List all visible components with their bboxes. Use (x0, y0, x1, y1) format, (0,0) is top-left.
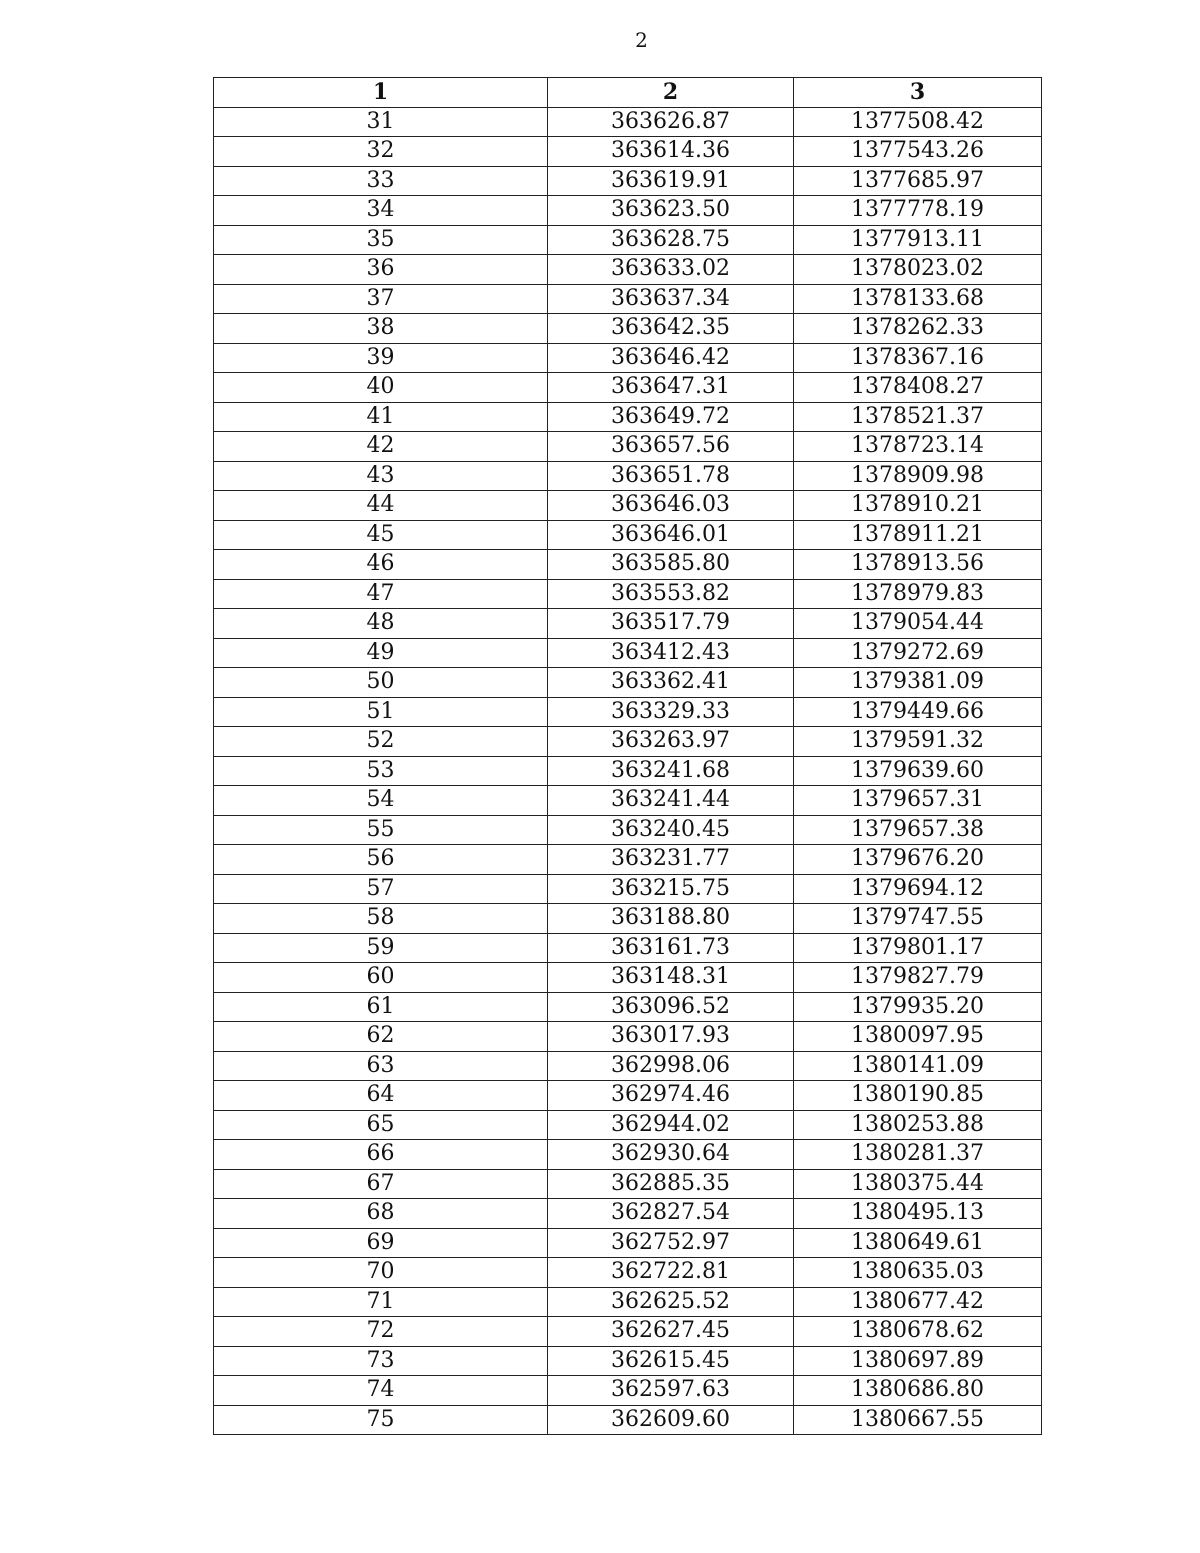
table-row (214, 668, 1042, 698)
coordinate-x-cell: 363585.80 (548, 550, 794, 580)
point-number-cell: 67 (214, 1169, 548, 1199)
point-number-cell: 51 (214, 697, 548, 727)
table-row (214, 697, 1042, 727)
table-row (214, 963, 1042, 993)
table-row (214, 373, 1042, 403)
table-row (214, 1140, 1042, 1170)
coordinates-table (213, 77, 1042, 1435)
coordinate-x-cell: 363553.82 (548, 579, 794, 609)
table-row (214, 1169, 1042, 1199)
point-number-cell: 55 (214, 815, 548, 845)
point-number-cell: 63 (214, 1051, 548, 1081)
point-number-cell: 31 (214, 107, 548, 137)
coordinate-x-cell: 363241.44 (548, 786, 794, 816)
coordinate-x-cell: 363614.36 (548, 137, 794, 167)
point-number-cell: 71 (214, 1287, 548, 1317)
coordinate-x-cell: 363362.41 (548, 668, 794, 698)
point-number-cell: 39 (214, 343, 548, 373)
coordinate-y-cell: 1380190.85 (794, 1081, 1042, 1111)
point-number-cell: 43 (214, 461, 548, 491)
coordinate-y-cell: 1380678.62 (794, 1317, 1042, 1347)
coordinate-y-cell: 1380253.88 (794, 1110, 1042, 1140)
coordinate-x-cell: 363161.73 (548, 933, 794, 963)
table-row (214, 1405, 1042, 1435)
table-row (214, 1051, 1042, 1081)
table-row (214, 1258, 1042, 1288)
table-row (214, 904, 1042, 934)
table-row (214, 1287, 1042, 1317)
table-row (214, 786, 1042, 816)
table-row (214, 727, 1042, 757)
coordinate-y-cell: 1377543.26 (794, 137, 1042, 167)
coordinate-y-cell: 1378133.68 (794, 284, 1042, 314)
coordinate-y-cell: 1378909.98 (794, 461, 1042, 491)
table-row (214, 609, 1042, 639)
coordinate-y-cell: 1378911.21 (794, 520, 1042, 550)
table-row (214, 1110, 1042, 1140)
coordinate-y-cell: 1380649.61 (794, 1228, 1042, 1258)
table-row (214, 314, 1042, 344)
coordinate-x-cell: 363646.42 (548, 343, 794, 373)
coordinate-y-cell: 1379639.60 (794, 756, 1042, 786)
coordinate-x-cell: 362627.45 (548, 1317, 794, 1347)
table-row (214, 992, 1042, 1022)
point-number-cell: 36 (214, 255, 548, 285)
column-header-2: 2 (548, 78, 794, 108)
coordinate-x-cell: 363188.80 (548, 904, 794, 934)
point-number-cell: 32 (214, 137, 548, 167)
point-number-cell: 59 (214, 933, 548, 963)
table-row (214, 845, 1042, 875)
point-number-cell: 50 (214, 668, 548, 698)
coordinate-y-cell: 1380667.55 (794, 1405, 1042, 1435)
coordinate-x-cell: 363628.75 (548, 225, 794, 255)
table-row (214, 343, 1042, 373)
coordinate-x-cell: 363231.77 (548, 845, 794, 875)
point-number-cell: 54 (214, 786, 548, 816)
coordinate-y-cell: 1380375.44 (794, 1169, 1042, 1199)
coordinate-x-cell: 362752.97 (548, 1228, 794, 1258)
point-number-cell: 73 (214, 1346, 548, 1376)
coordinate-y-cell: 1379747.55 (794, 904, 1042, 934)
coordinate-x-cell: 363215.75 (548, 874, 794, 904)
table-row (214, 196, 1042, 226)
coordinate-x-cell: 362722.81 (548, 1258, 794, 1288)
coordinate-y-cell: 1379449.66 (794, 697, 1042, 727)
table-row (214, 107, 1042, 137)
coordinate-x-cell: 363241.68 (548, 756, 794, 786)
point-number-cell: 33 (214, 166, 548, 196)
coordinate-y-cell: 1379381.09 (794, 668, 1042, 698)
point-number-cell: 70 (214, 1258, 548, 1288)
point-number-cell: 75 (214, 1405, 548, 1435)
coordinate-x-cell: 363647.31 (548, 373, 794, 403)
point-number-cell: 65 (214, 1110, 548, 1140)
point-number-cell: 34 (214, 196, 548, 226)
coordinate-y-cell: 1378367.16 (794, 343, 1042, 373)
point-number-cell: 47 (214, 579, 548, 609)
point-number-cell: 44 (214, 491, 548, 521)
coordinate-x-cell: 363651.78 (548, 461, 794, 491)
table-row (214, 933, 1042, 963)
coordinate-x-cell: 363263.97 (548, 727, 794, 757)
coordinate-y-cell: 1377913.11 (794, 225, 1042, 255)
point-number-cell: 69 (214, 1228, 548, 1258)
point-number-cell: 60 (214, 963, 548, 993)
coordinate-y-cell: 1379657.38 (794, 815, 1042, 845)
point-number-cell: 49 (214, 638, 548, 668)
table-row (214, 284, 1042, 314)
coordinate-x-cell: 363649.72 (548, 402, 794, 432)
coordinate-x-cell: 362827.54 (548, 1199, 794, 1229)
point-number-cell: 53 (214, 756, 548, 786)
coordinate-x-cell: 362609.60 (548, 1405, 794, 1435)
point-number-cell: 62 (214, 1022, 548, 1052)
coordinate-x-cell: 363619.91 (548, 166, 794, 196)
coordinate-y-cell: 1380697.89 (794, 1346, 1042, 1376)
table-row (214, 1081, 1042, 1111)
coordinate-y-cell: 1380635.03 (794, 1258, 1042, 1288)
coordinate-y-cell: 1380495.13 (794, 1199, 1042, 1229)
coordinate-x-cell: 362615.45 (548, 1346, 794, 1376)
coordinate-y-cell: 1379676.20 (794, 845, 1042, 875)
point-number-cell: 61 (214, 992, 548, 1022)
column-header-3: 3 (794, 78, 1042, 108)
table-row (214, 520, 1042, 550)
coordinate-x-cell: 363657.56 (548, 432, 794, 462)
point-number-cell: 58 (214, 904, 548, 934)
coordinate-x-cell: 363633.02 (548, 255, 794, 285)
table-row (214, 550, 1042, 580)
coordinate-y-cell: 1379801.17 (794, 933, 1042, 963)
table-body (214, 107, 1042, 1435)
coordinate-y-cell: 1378723.14 (794, 432, 1042, 462)
coordinate-y-cell: 1380281.37 (794, 1140, 1042, 1170)
coordinate-x-cell: 363623.50 (548, 196, 794, 226)
point-number-cell: 66 (214, 1140, 548, 1170)
coordinate-x-cell: 362974.46 (548, 1081, 794, 1111)
table-row (214, 1199, 1042, 1229)
coordinate-y-cell: 1379054.44 (794, 609, 1042, 639)
coordinate-x-cell: 362944.02 (548, 1110, 794, 1140)
coordinate-y-cell: 1379657.31 (794, 786, 1042, 816)
coordinate-x-cell: 363642.35 (548, 314, 794, 344)
table-row (214, 461, 1042, 491)
table-row (214, 1346, 1042, 1376)
coordinate-x-cell: 363017.93 (548, 1022, 794, 1052)
point-number-cell: 41 (214, 402, 548, 432)
coordinate-y-cell: 1379272.69 (794, 638, 1042, 668)
page-number: 2 (635, 28, 648, 52)
coordinate-x-cell: 363637.34 (548, 284, 794, 314)
table-row (214, 579, 1042, 609)
table-row (214, 255, 1042, 285)
coordinate-y-cell: 1379591.32 (794, 727, 1042, 757)
point-number-cell: 42 (214, 432, 548, 462)
point-number-cell: 64 (214, 1081, 548, 1111)
coordinate-y-cell: 1377508.42 (794, 107, 1042, 137)
point-number-cell: 46 (214, 550, 548, 580)
table-row (214, 1376, 1042, 1406)
table-row (214, 638, 1042, 668)
coordinate-y-cell: 1379694.12 (794, 874, 1042, 904)
coordinate-x-cell: 363096.52 (548, 992, 794, 1022)
point-number-cell: 40 (214, 373, 548, 403)
coordinate-x-cell: 362885.35 (548, 1169, 794, 1199)
coordinate-x-cell: 363412.43 (548, 638, 794, 668)
point-number-cell: 56 (214, 845, 548, 875)
coordinate-y-cell: 1378913.56 (794, 550, 1042, 580)
table-row (214, 137, 1042, 167)
coordinate-y-cell: 1380686.80 (794, 1376, 1042, 1406)
coordinate-x-cell: 362930.64 (548, 1140, 794, 1170)
coordinate-x-cell: 362597.63 (548, 1376, 794, 1406)
coordinate-y-cell: 1378521.37 (794, 402, 1042, 432)
point-number-cell: 38 (214, 314, 548, 344)
coordinate-y-cell: 1379827.79 (794, 963, 1042, 993)
coordinate-x-cell: 363646.01 (548, 520, 794, 550)
coordinate-y-cell: 1378910.21 (794, 491, 1042, 521)
coordinate-y-cell: 1377778.19 (794, 196, 1042, 226)
table-row (214, 1317, 1042, 1347)
table-row (214, 225, 1042, 255)
coordinate-y-cell: 1380097.95 (794, 1022, 1042, 1052)
coordinate-y-cell: 1380141.09 (794, 1051, 1042, 1081)
table-row (214, 1228, 1042, 1258)
point-number-cell: 37 (214, 284, 548, 314)
point-number-cell: 52 (214, 727, 548, 757)
table-row (214, 874, 1042, 904)
coordinate-y-cell: 1378023.02 (794, 255, 1042, 285)
coordinate-y-cell: 1378262.33 (794, 314, 1042, 344)
coordinate-y-cell: 1380677.42 (794, 1287, 1042, 1317)
table-row (214, 491, 1042, 521)
column-header-1: 1 (214, 78, 548, 108)
table-row (214, 1022, 1042, 1052)
point-number-cell: 57 (214, 874, 548, 904)
table-row (214, 166, 1042, 196)
header-row (214, 78, 1042, 108)
coordinate-x-cell: 362625.52 (548, 1287, 794, 1317)
point-number-cell: 35 (214, 225, 548, 255)
coordinate-x-cell: 363626.87 (548, 107, 794, 137)
coordinate-x-cell: 362998.06 (548, 1051, 794, 1081)
point-number-cell: 72 (214, 1317, 548, 1347)
table-row (214, 432, 1042, 462)
point-number-cell: 68 (214, 1199, 548, 1229)
table-row (214, 815, 1042, 845)
table-row (214, 756, 1042, 786)
table-row (214, 402, 1042, 432)
coordinate-y-cell: 1378979.83 (794, 579, 1042, 609)
point-number-cell: 45 (214, 520, 548, 550)
coordinate-x-cell: 363148.31 (548, 963, 794, 993)
coordinate-x-cell: 363646.03 (548, 491, 794, 521)
coordinate-y-cell: 1379935.20 (794, 992, 1042, 1022)
coordinate-y-cell: 1377685.97 (794, 166, 1042, 196)
point-number-cell: 48 (214, 609, 548, 639)
coordinate-x-cell: 363517.79 (548, 609, 794, 639)
coordinate-x-cell: 363329.33 (548, 697, 794, 727)
point-number-cell: 74 (214, 1376, 548, 1406)
table-header (214, 78, 1042, 108)
coordinate-x-cell: 363240.45 (548, 815, 794, 845)
coordinate-y-cell: 1378408.27 (794, 373, 1042, 403)
